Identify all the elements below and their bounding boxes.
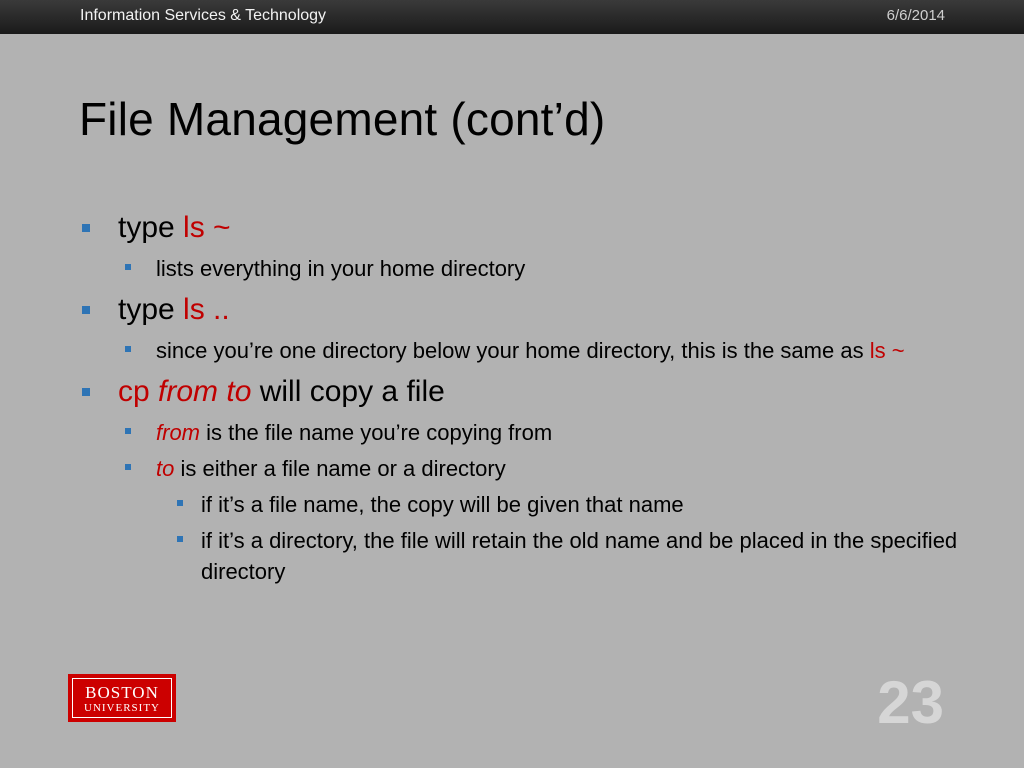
sub-sub-bullet-file-name xyxy=(80,489,960,520)
sub-sub-bullet-directory xyxy=(80,525,960,587)
term-text: from xyxy=(156,420,200,445)
logo-line-boston: BOSTON xyxy=(85,683,159,702)
command-text: ls ~ xyxy=(183,211,231,244)
logo-frame xyxy=(72,678,172,718)
sub-bullet-ls-home-desc xyxy=(80,253,960,284)
command-text: ls .. xyxy=(183,293,230,326)
bullet-text: if it’s a file name, the copy will be given that name xyxy=(201,492,684,517)
square-bullet-icon xyxy=(82,388,90,396)
sub-bullet-to xyxy=(80,453,960,484)
bullet-list xyxy=(80,202,960,587)
square-bullet-icon xyxy=(177,500,183,506)
square-bullet-icon xyxy=(125,464,131,470)
square-bullet-icon xyxy=(177,536,183,542)
slide-title: File Management (cont’d) xyxy=(79,93,606,145)
bullet-text: lists everything in your home directory xyxy=(156,256,526,281)
header-bar xyxy=(0,0,1024,34)
bullet-text: type xyxy=(118,293,184,326)
square-bullet-icon xyxy=(82,224,90,232)
bullet-text: if it’s a directory, the file will retain the old name and be placed in the specified directory xyxy=(201,528,958,584)
org-name: Information Services & Technology xyxy=(80,7,327,24)
bullet-text: since you’re one directory below your home directory, this is the same as xyxy=(156,338,870,363)
boston-university-logo xyxy=(68,674,176,722)
bullet-ls-home xyxy=(80,208,960,248)
command-text: ls ~ xyxy=(869,338,905,363)
square-bullet-icon xyxy=(125,428,131,434)
square-bullet-icon xyxy=(82,306,90,314)
sub-bullet-ls-parent-desc xyxy=(80,335,960,366)
slide-date: 6/6/2014 xyxy=(886,7,945,24)
page-number: 23 xyxy=(877,669,944,736)
command-text: cp xyxy=(118,375,159,408)
command-args: from to xyxy=(158,375,252,408)
sub-bullet-from xyxy=(80,417,960,448)
bullet-text: type xyxy=(118,211,184,244)
bullet-ls-parent xyxy=(80,290,960,330)
term-text: to xyxy=(156,456,175,481)
bullet-text: is the file name you’re copying from xyxy=(200,420,553,445)
square-bullet-icon xyxy=(125,346,131,352)
square-bullet-icon xyxy=(125,264,131,270)
bullet-text: will copy a file xyxy=(251,375,445,408)
bullet-text: is either a file name or a directory xyxy=(174,456,506,481)
bullet-cp xyxy=(80,372,960,412)
logo-line-university: UNIVERSITY xyxy=(84,702,160,714)
